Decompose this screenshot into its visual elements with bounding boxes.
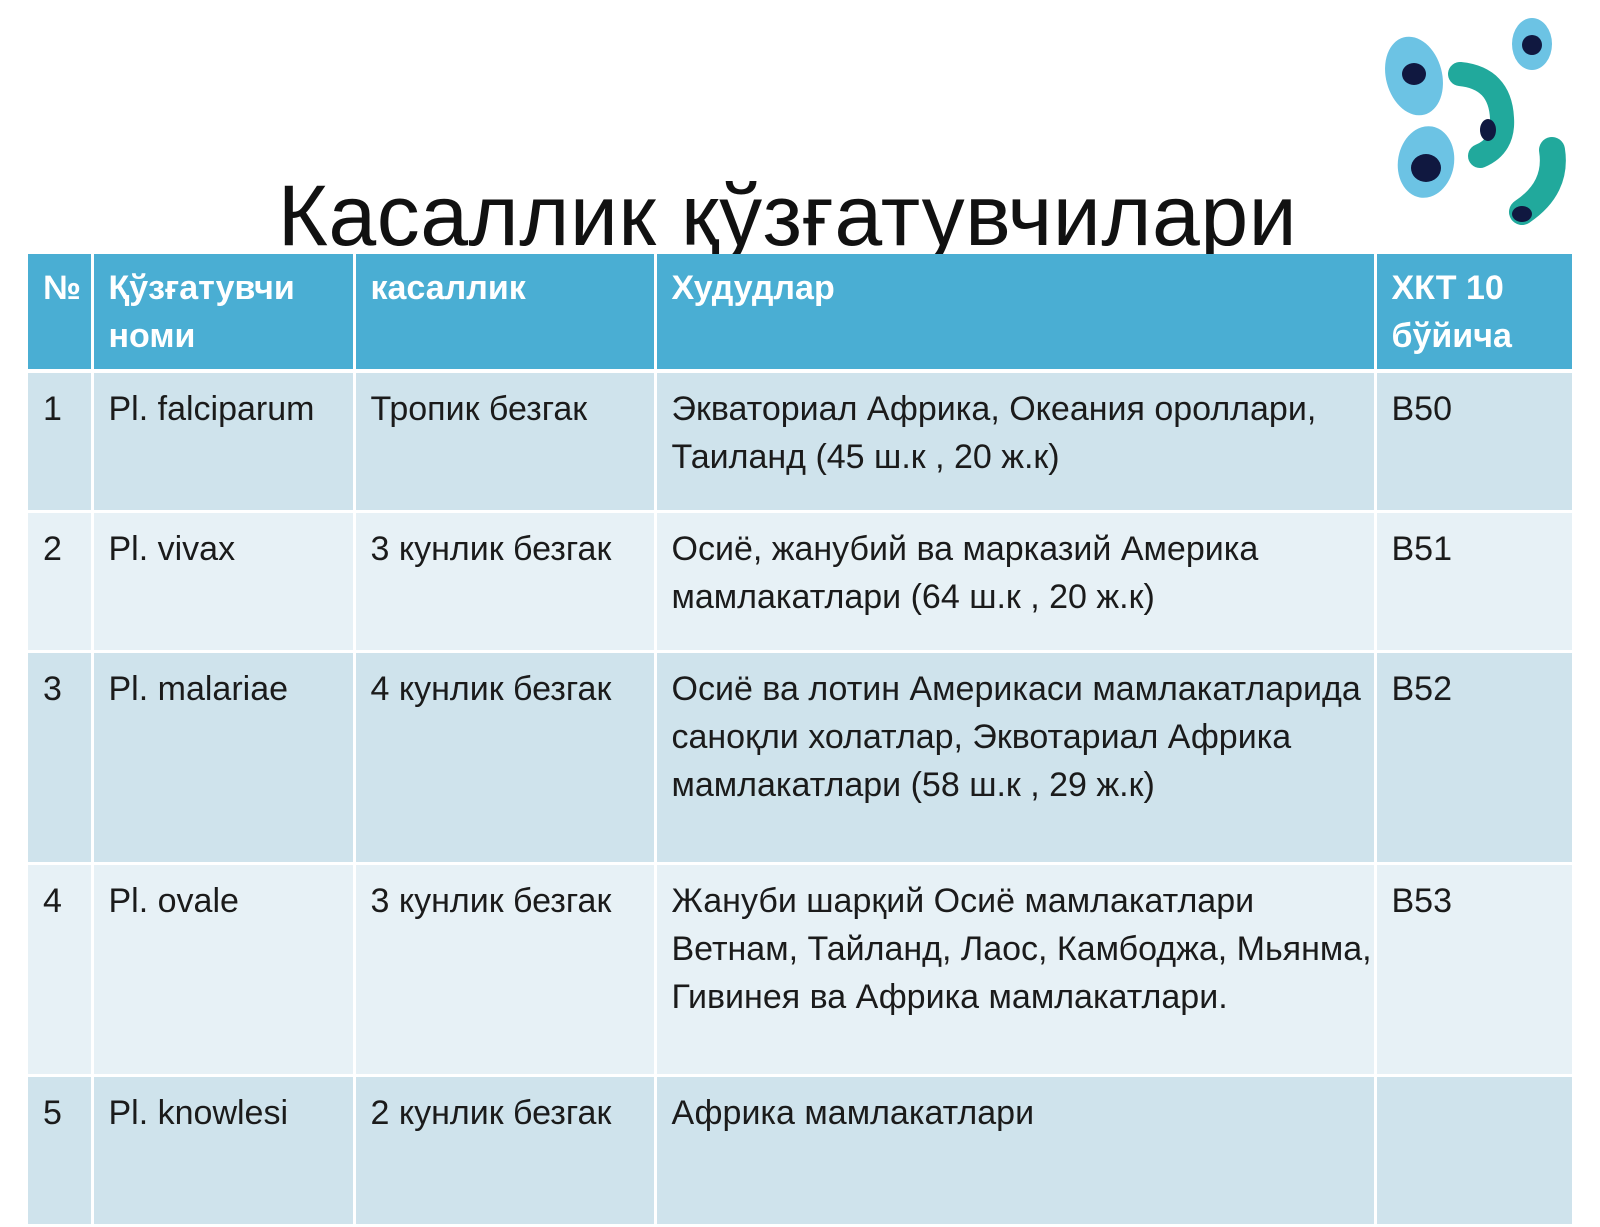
- bacteria-cells-icon: [1372, 18, 1582, 238]
- cell-icd: [1375, 1075, 1572, 1225]
- pathogen-table: [28, 254, 1572, 1227]
- cell-disease: 4 кунлик безгак: [354, 651, 655, 863]
- table-row: [28, 863, 1572, 1075]
- cell-icd: В51: [1375, 511, 1572, 651]
- cell-disease: 2 кунлик безгак: [354, 1075, 655, 1225]
- cell-pathogen: Pl. ovale: [92, 863, 354, 1075]
- cell-pathogen: Pl. malariae: [92, 651, 354, 863]
- cell-num: 5: [28, 1075, 92, 1225]
- header-regions: Худудлар: [655, 254, 1375, 371]
- cell-disease: 3 кунлик безгак: [354, 511, 655, 651]
- cell-pathogen: Pl. knowlesi: [92, 1075, 354, 1225]
- table-row: [28, 371, 1572, 511]
- cell-regions: Африка мамлакатлари: [655, 1075, 1375, 1225]
- table-row: [28, 1075, 1572, 1225]
- cell-disease: 3 кунлик безгак: [354, 863, 655, 1075]
- cell-num: 1: [28, 371, 92, 511]
- cell-regions: Осиё ва лотин Америкаси мамлакатларида саноқли холатлар, Эквотариал Африка мамлакатлари (58 ш.к , 29 ж.к): [655, 651, 1375, 863]
- header-disease: касаллик: [354, 254, 655, 371]
- cell-num: 2: [28, 511, 92, 651]
- header-icd: ХКТ 10 бўйича: [1375, 254, 1572, 371]
- table-row: [28, 651, 1572, 863]
- cell-regions: Осиё, жанубий ва марказий Америка мамлакатлари (64 ш.к , 20 ж.к): [655, 511, 1375, 651]
- header-num: №: [28, 254, 92, 371]
- cell-icd: В53: [1375, 863, 1572, 1075]
- table-header-row: [28, 254, 1572, 371]
- cell-regions: Экваториал Африка, Океания ороллари, Таиланд (45 ш.к , 20 ж.к): [655, 371, 1375, 511]
- cell-pathogen: Pl. falciparum: [92, 371, 354, 511]
- cell-num: 3: [28, 651, 92, 863]
- header-pathogen: Қўзғатувчи номи: [92, 254, 354, 371]
- cell-icd: В52: [1375, 651, 1572, 863]
- cell-num: 4: [28, 863, 92, 1075]
- slide-title: Касаллик қўзғатувчилари: [277, 167, 1298, 264]
- cell-disease: Тропик безгак: [354, 371, 655, 511]
- cell-pathogen: Pl. vivax: [92, 511, 354, 651]
- cell-regions: Жануби шарқий Осиё мамлакатлари Ветнам, Тайланд, Лаос, Камбоджа, Мьянма, Гивинея ва Африка мамлакатлари.: [655, 863, 1375, 1075]
- table-row: [28, 511, 1572, 651]
- cell-icd: В50: [1375, 371, 1572, 511]
